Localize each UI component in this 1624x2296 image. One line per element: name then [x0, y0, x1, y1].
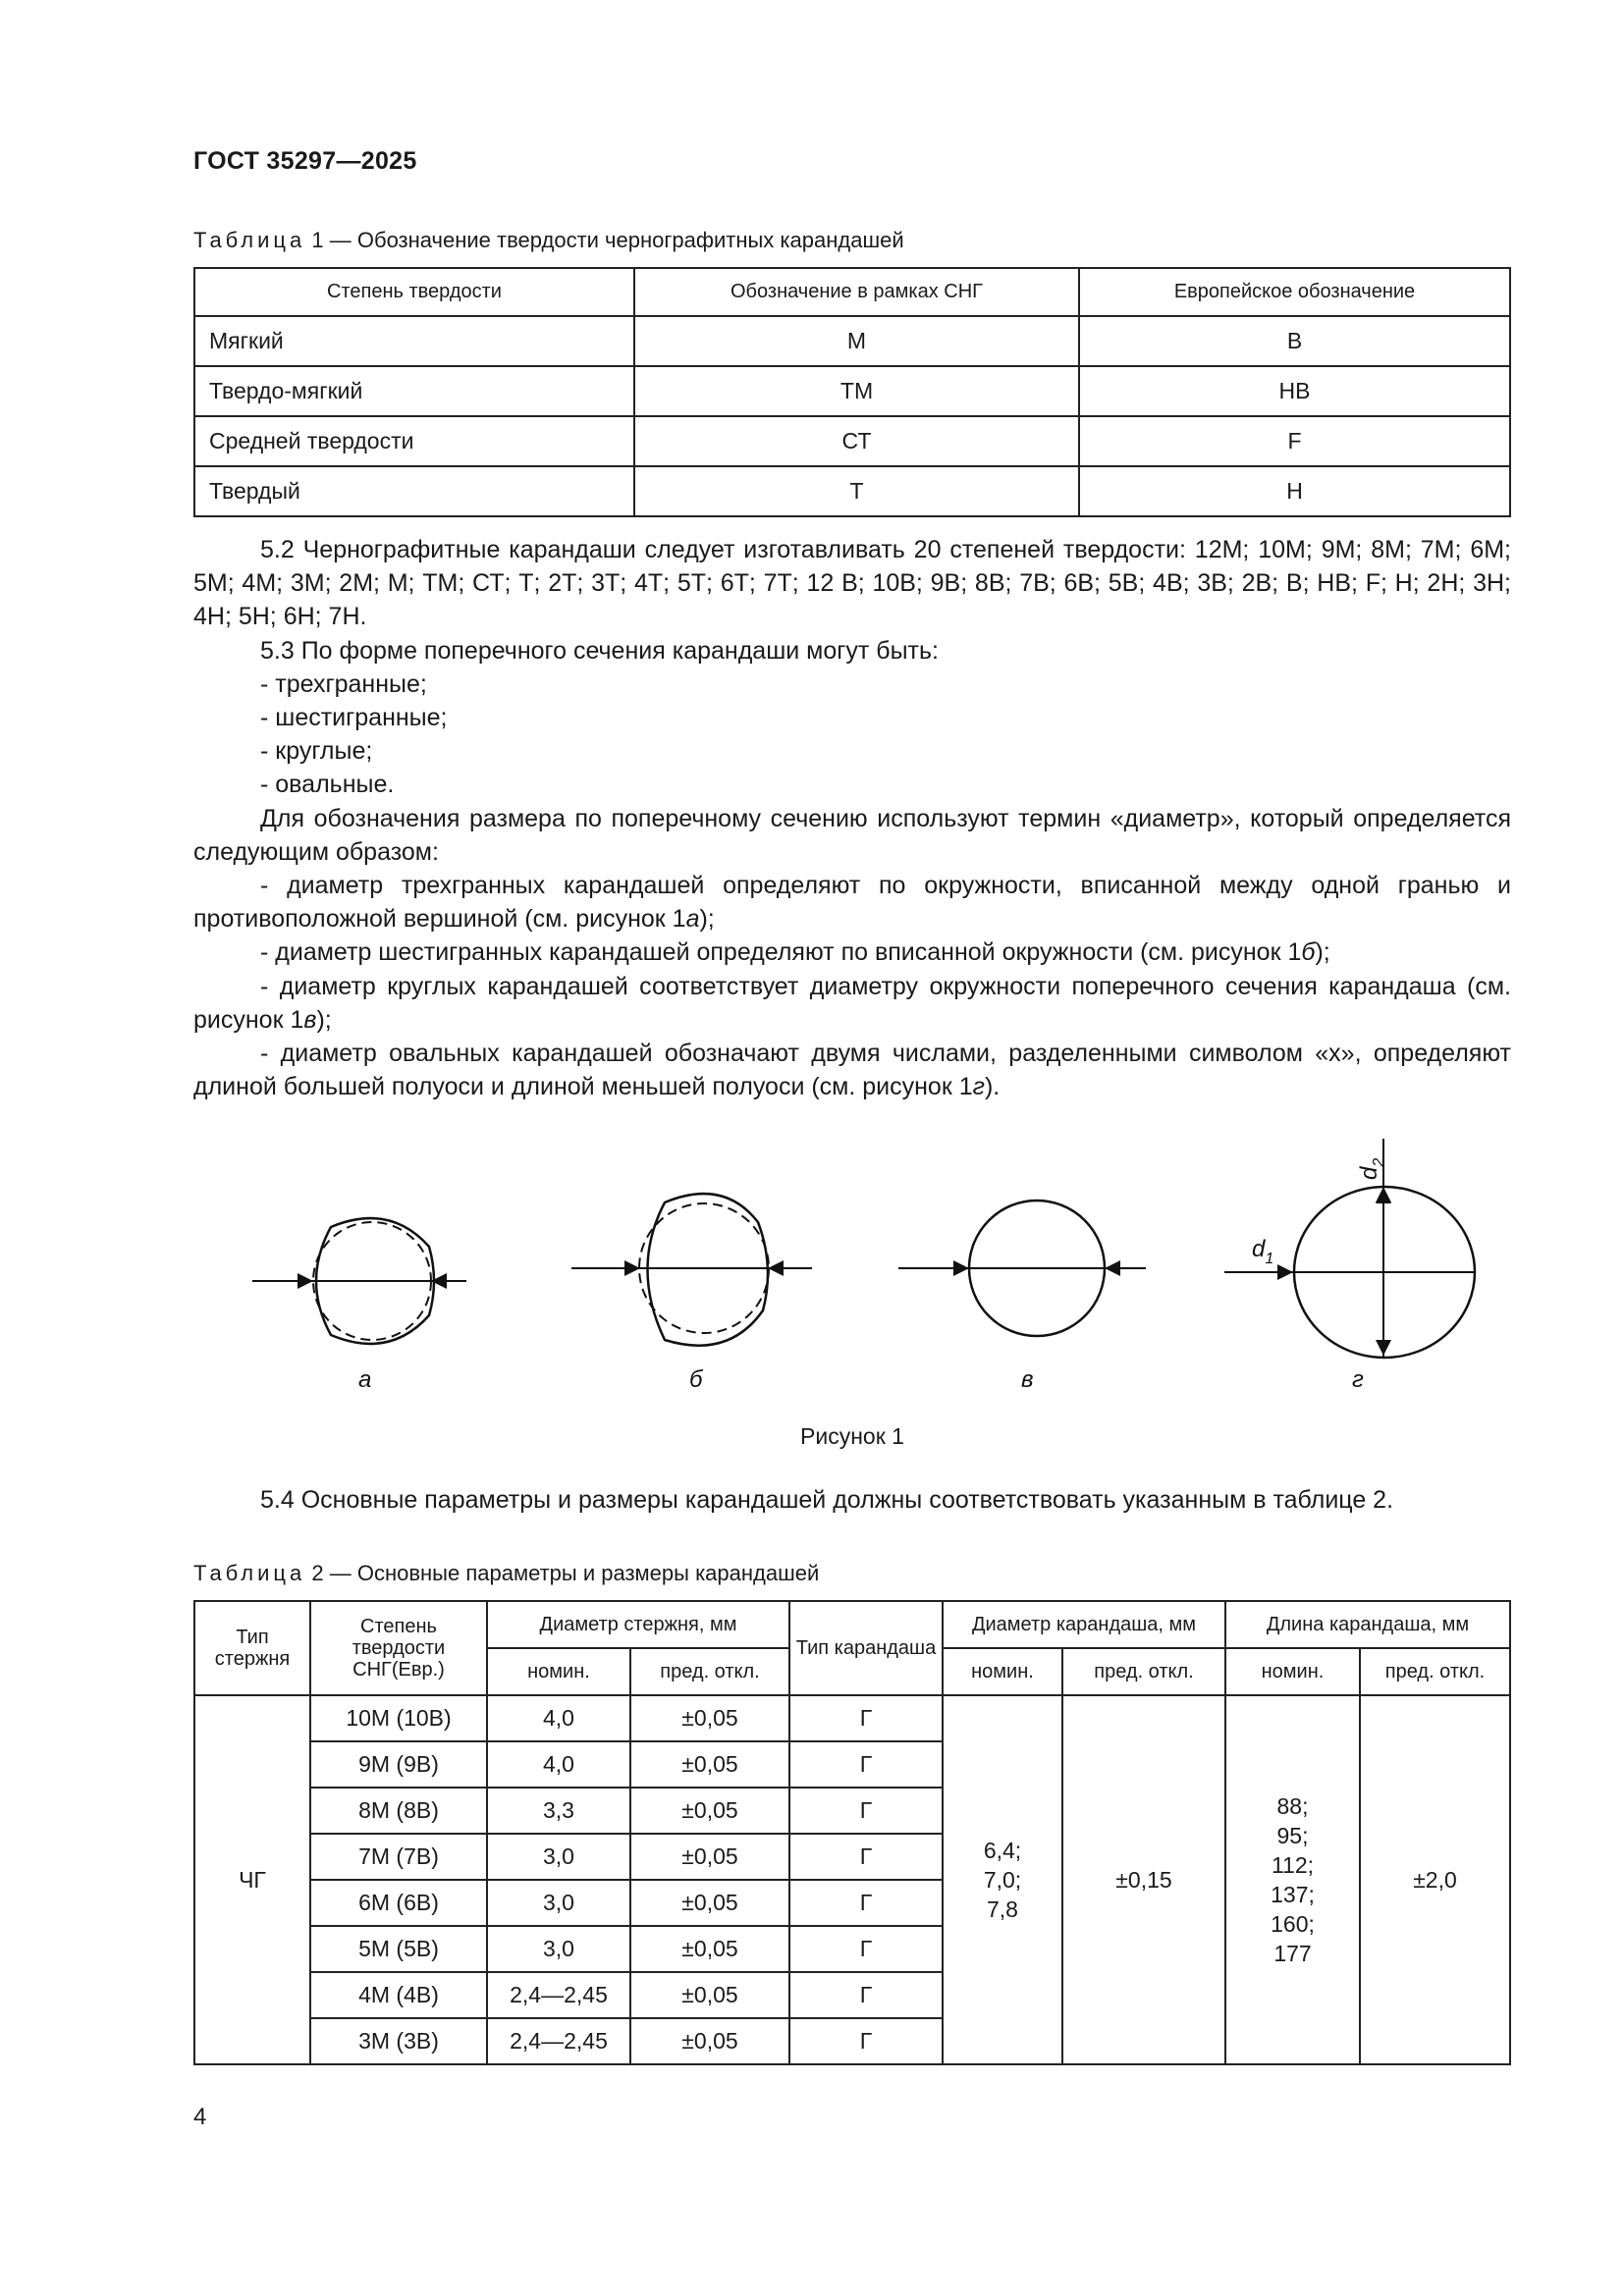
table-cell: СТ — [634, 416, 1079, 466]
table-cell: 3,0 — [487, 1834, 630, 1880]
col-pencil-length: Длина карандаша, мм — [1225, 1601, 1510, 1648]
value-line: 177 — [1273, 1941, 1312, 1966]
figure-ref: г — [972, 1073, 985, 1101]
table1-col-european: Европейское обозначение — [1079, 268, 1510, 316]
pencil-diam-nom-cell — [943, 1695, 1062, 2064]
table-cell: F — [1079, 416, 1510, 466]
table-cell: 4,0 — [487, 1695, 630, 1741]
col-pencil-diam-tol: пред. откл. — [1062, 1648, 1225, 1695]
pencil-diam-tol-cell: ±0,15 — [1062, 1695, 1225, 2064]
dim-d2-label: $d_2$ — [1356, 1157, 1387, 1180]
hardness-table — [193, 267, 1511, 517]
diam-round: - диаметр круглых карандашей соответствует диаметру окружности поперечного сечения карандаша (см. рисунок 1 — [193, 972, 1511, 1034]
col-core-diameter: Диаметр стержня, мм — [487, 1601, 789, 1648]
list-item: - круглые; — [260, 737, 373, 766]
table-cell: 10М (10B) — [310, 1695, 487, 1741]
table1-col-hardness: Степень твердости — [194, 268, 634, 316]
table-row — [194, 466, 1510, 516]
list-item: - овальные. — [260, 771, 395, 799]
table-cell: 5М (5B) — [310, 1926, 487, 1972]
table-cell: ±0,05 — [630, 2018, 789, 2064]
table-cell: Г — [789, 1834, 943, 1880]
table-cell: ±0,05 — [630, 1695, 789, 1741]
hexagonal-section — [571, 1194, 812, 1346]
table-cell: Г — [789, 1788, 943, 1834]
list-item — [193, 1037, 1511, 1103]
value-line: 137; — [1271, 1882, 1315, 1907]
parameters-table — [193, 1600, 1511, 2065]
pencil-len-tol-cell: ±2,0 — [1360, 1695, 1510, 2064]
figure-label-v: в — [1021, 1366, 1034, 1393]
list-item — [193, 970, 1511, 1037]
col-core-tol: пред. откл. — [630, 1648, 789, 1695]
figure-ref: а — [685, 905, 700, 934]
figure-label-a: а — [358, 1366, 372, 1393]
table-cell: Средней твердости — [194, 416, 634, 466]
figure-ref: б — [1301, 938, 1316, 967]
list-item-end: ); — [1315, 938, 1330, 967]
table-cell: Твердо-мягкий — [194, 366, 634, 416]
table1-caption-word: Таблица — [193, 228, 306, 252]
table-cell: 2,4—2,45 — [487, 2018, 630, 2064]
col-pencil-len-tol: пред. откл. — [1360, 1648, 1510, 1695]
table-cell: 8М (8B) — [310, 1788, 487, 1834]
table-cell: 4М (4B) — [310, 1972, 487, 2018]
paragraph-5-4-text: 5.4 Основные параметры и размеры карандашей должны соответствовать указанным в таблице 2. — [260, 1486, 1394, 1514]
col-pencil-diameter: Диаметр карандаша, мм — [943, 1601, 1225, 1648]
pencil-len-nom-cell — [1225, 1695, 1360, 2064]
list-item: - шестигранные; — [260, 704, 448, 732]
table-cell: ±0,05 — [630, 1834, 789, 1880]
table-cell: B — [1079, 316, 1510, 366]
list-item — [193, 935, 1511, 969]
document-header: ГОСТ 35297—2025 — [193, 147, 417, 175]
round-section — [898, 1201, 1146, 1336]
table1-caption — [193, 228, 904, 253]
table-cell: ±0,05 — [630, 1741, 789, 1788]
triangular-section — [252, 1218, 466, 1344]
dim-d1-label: $d_1$ — [1252, 1236, 1274, 1267]
paragraph-5-3: 5.3 По форме поперечного сечения карандаши могут быть: — [260, 636, 939, 665]
list-item — [193, 869, 1511, 935]
value-line: 7,0; — [983, 1867, 1022, 1893]
table2-caption — [193, 1561, 819, 1586]
table-cell: 3,0 — [487, 1880, 630, 1926]
table-cell: 7М (7B) — [310, 1834, 487, 1880]
list-item: - трехгранные; — [260, 669, 427, 698]
table-cell: Г — [789, 1926, 943, 1972]
diam-hexagonal: - диаметр шестигранных карандашей определяют по вписанной окружности (см. рисунок 1 — [260, 938, 1302, 967]
table-cell: М — [634, 316, 1079, 366]
table-cell: Г — [789, 1695, 943, 1741]
figure-1-cross-sections — [193, 1109, 1511, 1423]
table-cell: 3,0 — [487, 1926, 630, 1972]
value-line: 95; — [1276, 1823, 1309, 1848]
table-cell: 3,3 — [487, 1788, 630, 1834]
list-item-end: ). — [984, 1073, 1001, 1101]
table-cell: Г — [789, 1880, 943, 1926]
value-line: 88; — [1276, 1793, 1309, 1819]
table-cell: 9М (9B) — [310, 1741, 487, 1788]
paragraph-5-4 — [193, 1483, 1511, 1517]
table1-header-row — [194, 268, 1510, 316]
table-cell: Т — [634, 466, 1079, 516]
col-core-nom: номин. — [487, 1648, 630, 1695]
table-cell: 2,4—2,45 — [487, 1972, 630, 2018]
col-pencil-diam-nom: номин. — [943, 1648, 1062, 1695]
table-cell: Твердый — [194, 466, 634, 516]
figure-label-g: г — [1352, 1366, 1364, 1393]
table1-col-cis: Обозначение в рамках СНГ — [634, 268, 1079, 316]
table1-caption-text: 1 — Обозначение твердости чернографитных карандашей — [311, 228, 904, 252]
paragraph-5-2: 5.2 Чернографитные карандаши следует изготавливать 20 степеней твердости: 12М; 10М; 9М; 8М; 7М; 6М; 5М; 4М; 3М; 2М; М; ТМ; СТ; Т; 2Т; 3Т; 4Т; 5Т; 6Т; 7Т; 12 B; 10B; 9B; 8B; 7B; 6B; 5B; 4B; 3B; 2B; B; HB; F; H; 2H; 3H; 4H; 5H; 6H; 7H. — [193, 536, 1511, 631]
table2-caption-text: 2 — Основные параметры и размеры карандашей — [311, 1561, 820, 1585]
page-number: 4 — [193, 2104, 207, 2130]
table-cell: HB — [1079, 366, 1510, 416]
diam-triangular: - диаметр трехгранных карандашей определяют по окружности, вписанной между одной гранью и противоположной вершиной (см. рисунок 1 — [193, 872, 1511, 934]
figure-ref: в — [303, 1005, 317, 1034]
table-cell: ±0,05 — [630, 1788, 789, 1834]
table-cell: Г — [789, 1741, 943, 1788]
table-cell: 3М (3B) — [310, 2018, 487, 2064]
diam-oval: - диаметр овальных карандашей обозначают двумя числами, разделенными символом «х», определяют длиной большей полуоси и длиной меньшей полуоси (см. рисунок 1 — [193, 1040, 1511, 1101]
oval-section — [1224, 1139, 1475, 1359]
value-line: 7,8 — [987, 1896, 1018, 1922]
table-row — [194, 366, 1510, 416]
paragraph-diameter: Для обозначения размера по поперечному сечению используют термин «диаметр», который определяется следующим образом: — [193, 804, 1511, 866]
table2-caption-word: Таблица — [193, 1561, 306, 1585]
col-pencil-len-nom: номин. — [1225, 1648, 1360, 1695]
table2-header-row — [194, 1601, 1510, 1648]
table-cell: ±0,05 — [630, 1926, 789, 1972]
col-pencil-type: Тип карандаша — [789, 1601, 943, 1695]
figure-caption: Рисунок 1 — [800, 1423, 904, 1449]
table-cell: Мягкий — [194, 316, 634, 366]
list-item-end: ); — [316, 1005, 332, 1034]
table-cell: Г — [789, 2018, 943, 2064]
table-cell: ±0,05 — [630, 1972, 789, 2018]
list-item-end: ); — [699, 905, 715, 934]
core-type-cell: ЧГ — [194, 1695, 310, 2064]
value-line: 6,4; — [983, 1838, 1022, 1863]
table-row — [194, 1695, 1510, 1741]
figure-label-b: б — [689, 1366, 703, 1393]
table-cell: 6М (6B) — [310, 1880, 487, 1926]
value-line: 160; — [1271, 1911, 1315, 1937]
table-row — [194, 416, 1510, 466]
table-row — [194, 316, 1510, 366]
body-text — [193, 533, 1511, 1103]
table-cell: ТМ — [634, 366, 1079, 416]
table-cell: 4,0 — [487, 1741, 630, 1788]
col-core-type: Тип стержня — [194, 1601, 310, 1695]
table-cell: Г — [789, 1972, 943, 2018]
table-cell: H — [1079, 466, 1510, 516]
col-hardness: Степень твердости СНГ(Евр.) — [310, 1601, 487, 1695]
table-cell: ±0,05 — [630, 1880, 789, 1926]
value-line: 112; — [1271, 1852, 1315, 1878]
